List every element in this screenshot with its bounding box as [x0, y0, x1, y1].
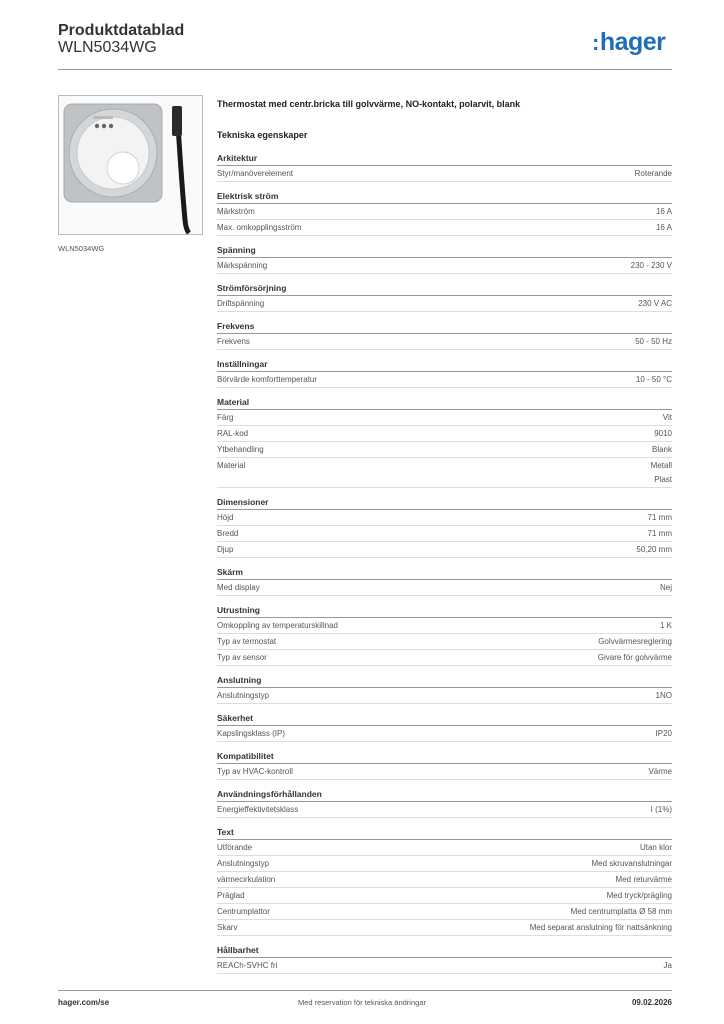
section-title: Dimensioner	[217, 496, 672, 510]
spec-section	[217, 152, 672, 182]
spec-section	[217, 826, 672, 936]
section-title: Säkerhet	[217, 712, 672, 726]
footer-date: 09.02.2026	[631, 998, 672, 1007]
spec-label: Typ av termostat	[217, 637, 277, 646]
spec-label: Centrumplattor	[217, 907, 270, 916]
spec-label: Färg	[217, 413, 234, 422]
spec-row	[217, 618, 672, 634]
spec-label: Material	[217, 461, 246, 470]
spec-row	[217, 872, 672, 888]
spec-value: 9010	[654, 429, 672, 438]
spec-sections	[217, 152, 672, 974]
spec-value: Roterande	[634, 169, 672, 178]
spec-row	[217, 904, 672, 920]
thermostat-image	[59, 96, 202, 234]
spec-row	[217, 442, 672, 458]
spec-label: Anslutningstyp	[217, 859, 270, 868]
spec-row	[217, 840, 672, 856]
spec-label: Max. omkopplingsström	[217, 223, 302, 232]
spec-label: Präglad	[217, 891, 245, 900]
spec-label: Omkoppling av temperaturskillnad	[217, 621, 338, 630]
tech-properties-title: Tekniska egenskaper	[217, 130, 308, 140]
spec-row	[217, 856, 672, 872]
spec-section	[217, 674, 672, 704]
section-title: Kompatibilitet	[217, 750, 672, 764]
spec-content	[217, 97, 672, 982]
spec-label: Energieffektivitetsklass	[217, 805, 299, 814]
section-title: Inställningar	[217, 358, 672, 372]
spec-row	[217, 764, 672, 780]
header-divider	[58, 69, 672, 70]
section-title: Elektrisk ström	[217, 190, 672, 204]
spec-label: Djup	[217, 545, 234, 554]
spec-section	[217, 358, 672, 388]
spec-value: Metall Plast	[650, 461, 672, 484]
spec-section	[217, 604, 672, 666]
section-title: Anslutning	[217, 674, 672, 688]
spec-value: Med skruvanslutningar	[591, 859, 672, 868]
spec-label: Utförande	[217, 843, 253, 852]
spec-row	[217, 920, 672, 936]
spec-section	[217, 496, 672, 558]
section-title: Spänning	[217, 244, 672, 258]
spec-value: 230 V AC	[638, 299, 672, 308]
footer-disclaimer: Med reservation för tekniska ändringar	[298, 998, 426, 1007]
section-title: Material	[217, 396, 672, 410]
spec-value: Med centrumplatta Ø 58 mm	[570, 907, 672, 916]
section-title: Utrustning	[217, 604, 672, 618]
spec-row	[217, 372, 672, 388]
spec-section	[217, 396, 672, 488]
spec-value: Blank	[651, 445, 672, 454]
spec-row	[217, 542, 672, 558]
spec-row	[217, 958, 672, 974]
spec-value: I (1%)	[650, 805, 672, 814]
spec-label: Ytbehandling	[217, 445, 264, 454]
spec-section	[217, 282, 672, 312]
spec-value: Utan klor	[639, 843, 672, 852]
spec-label: Driftspänning	[217, 299, 265, 308]
spec-section	[217, 244, 672, 274]
product-caption: WLN5034WG	[58, 244, 105, 253]
spec-label: Bredd	[217, 529, 239, 538]
spec-section	[217, 712, 672, 742]
spec-row	[217, 510, 672, 526]
spec-row	[217, 688, 672, 704]
spec-row	[217, 526, 672, 542]
spec-label: Anslutningstyp	[217, 691, 270, 700]
section-title: Hållbarhet	[217, 944, 672, 958]
spec-row	[217, 650, 672, 666]
spec-value: 16 A	[655, 207, 672, 216]
spec-value: 1 K	[659, 621, 672, 630]
spec-label: Frekvens	[217, 337, 250, 346]
section-title: Strömförsörjning	[217, 282, 672, 296]
spec-value: 50,20 mm	[636, 545, 672, 554]
spec-row	[217, 580, 672, 596]
spec-label: värmecirkulation	[217, 875, 276, 884]
spec-label: Typ av sensor	[217, 653, 267, 662]
spec-label: Styr/manöverelement	[217, 169, 294, 178]
spec-label: RAL-kod	[217, 429, 249, 438]
spec-value: 50 - 50 Hz	[635, 337, 672, 346]
spec-value: Med separat anslutning för nattsänkning	[529, 923, 672, 932]
spec-label: Kapslingsklass (IP)	[217, 729, 286, 738]
spec-value: IP20	[655, 729, 672, 738]
spec-section	[217, 320, 672, 350]
section-title: Användningsförhållanden	[217, 788, 672, 802]
spec-row	[217, 204, 672, 220]
spec-row	[217, 726, 672, 742]
spec-value: Givare för golvvärme	[597, 653, 672, 662]
product-code: WLN5034WG	[58, 39, 157, 56]
spec-label: Märkström	[217, 207, 255, 216]
spec-value: Vit	[662, 413, 672, 422]
spec-value: 1NO	[655, 691, 672, 700]
spec-value: Med tryck/prägling	[606, 891, 672, 900]
spec-label: REACh-SVHC fri	[217, 961, 278, 970]
spec-value: 71 mm	[647, 529, 672, 538]
spec-value: Med returvärme	[615, 875, 672, 884]
spec-section	[217, 944, 672, 974]
spec-label: Med display	[217, 583, 260, 592]
spec-value: Värme	[648, 767, 672, 776]
spec-row	[217, 258, 672, 274]
spec-row	[217, 296, 672, 312]
page-title: Produktdatablad	[58, 22, 185, 39]
spec-label: Skarv	[217, 923, 238, 932]
spec-value: Golvvärmesreglering	[598, 637, 672, 646]
spec-value: Nej	[659, 583, 672, 592]
section-title: Arkitektur	[217, 152, 672, 166]
spec-row	[217, 458, 672, 488]
spec-label: Typ av HVAC-kontroll	[217, 767, 293, 776]
hager-logo[interactable]: :hager	[592, 28, 666, 56]
spec-row	[217, 166, 672, 182]
spec-section	[217, 566, 672, 596]
spec-value: 230 - 230 V	[630, 261, 672, 270]
spec-value: Ja	[663, 961, 672, 970]
spec-row	[217, 334, 672, 350]
spec-value: 10 - 50 °C	[635, 375, 672, 384]
spec-value: 71 mm	[647, 513, 672, 522]
section-title: Skärm	[217, 566, 672, 580]
spec-section	[217, 190, 672, 236]
product-image	[58, 95, 203, 235]
footer-website-link[interactable]: hager.com/se	[58, 998, 110, 1007]
spec-row	[217, 426, 672, 442]
spec-label: Märkspänning	[217, 261, 268, 270]
product-description: Thermostat med centr.bricka till golvvärme, NO-kontakt, polarvit, blank	[217, 99, 521, 109]
section-title: Frekvens	[217, 320, 672, 334]
spec-row	[217, 220, 672, 236]
spec-row	[217, 802, 672, 818]
spec-row	[217, 410, 672, 426]
spec-section	[217, 788, 672, 818]
spec-label: Höjd	[217, 513, 234, 522]
spec-label: Börvärde komforttemperatur	[217, 375, 318, 384]
spec-row	[217, 634, 672, 650]
spec-section	[217, 750, 672, 780]
spec-value: 16 A	[655, 223, 672, 232]
footer-divider	[58, 990, 672, 991]
section-title: Text	[217, 826, 672, 840]
spec-row	[217, 888, 672, 904]
